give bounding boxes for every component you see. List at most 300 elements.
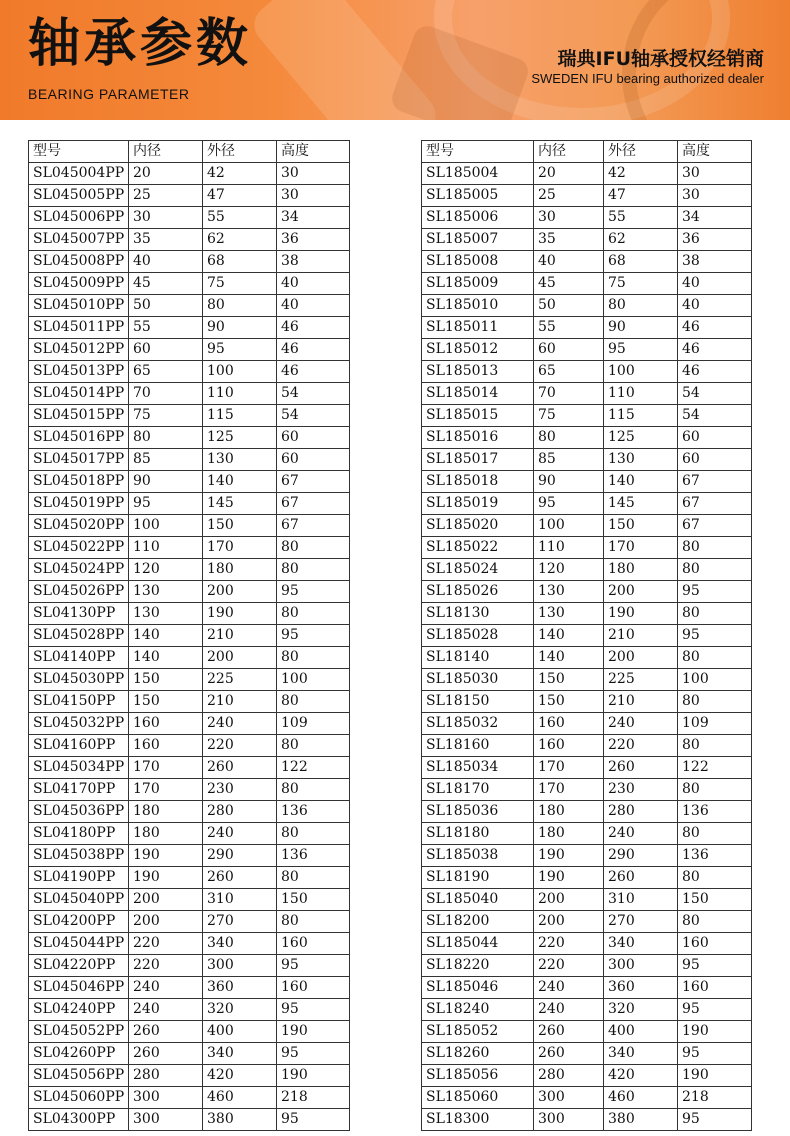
cell-inner-diameter: 50 <box>129 295 203 317</box>
cell-model: SL04260PP <box>29 1043 129 1065</box>
cell-height: 80 <box>678 911 752 933</box>
cell-model: SL045004PP <box>29 163 129 185</box>
cell-model: SL185032 <box>422 713 534 735</box>
cell-height: 46 <box>277 339 350 361</box>
table-row <box>29 1065 350 1087</box>
cell-inner-diameter: 170 <box>129 757 203 779</box>
cell-inner-diameter: 130 <box>129 581 203 603</box>
cell-model: SL045030PP <box>29 669 129 691</box>
cell-inner-diameter: 220 <box>129 955 203 977</box>
cell-height: 190 <box>277 1021 350 1043</box>
cell-inner-diameter: 95 <box>129 493 203 515</box>
table-row <box>422 361 752 383</box>
cell-model: SL185036 <box>422 801 534 823</box>
cell-outer-diameter: 200 <box>203 647 277 669</box>
cell-model: SL185013 <box>422 361 534 383</box>
cell-model: SL185028 <box>422 625 534 647</box>
cell-inner-diameter: 120 <box>129 559 203 581</box>
cell-height: 67 <box>277 515 350 537</box>
cell-model: SL185018 <box>422 471 534 493</box>
cell-model: SL045060PP <box>29 1087 129 1109</box>
table-row <box>29 713 350 735</box>
cell-outer-diameter: 47 <box>203 185 277 207</box>
cell-model: SL185038 <box>422 845 534 867</box>
cell-height: 100 <box>277 669 350 691</box>
cell-model: SL18190 <box>422 867 534 889</box>
cell-model: SL045010PP <box>29 295 129 317</box>
cell-inner-diameter: 240 <box>129 977 203 999</box>
cell-height: 190 <box>678 1065 752 1087</box>
table-row <box>29 757 350 779</box>
table-row <box>422 1065 752 1087</box>
cell-model: SL18220 <box>422 955 534 977</box>
cell-height: 46 <box>277 317 350 339</box>
cell-inner-diameter: 300 <box>534 1109 604 1131</box>
cell-inner-diameter: 50 <box>534 295 604 317</box>
cell-outer-diameter: 75 <box>604 273 678 295</box>
cell-model: SL045017PP <box>29 449 129 471</box>
cell-model: SL04240PP <box>29 999 129 1021</box>
cell-outer-diameter: 140 <box>203 471 277 493</box>
table-row <box>29 581 350 603</box>
cell-height: 38 <box>678 251 752 273</box>
cell-height: 80 <box>277 823 350 845</box>
table-header-row <box>422 141 752 163</box>
table-row <box>29 603 350 625</box>
cell-model: SL185017 <box>422 449 534 471</box>
cell-height: 54 <box>277 383 350 405</box>
dealer-title: 瑞典IFU轴承授权经销商 <box>557 48 764 70</box>
cell-height: 40 <box>678 295 752 317</box>
cell-outer-diameter: 62 <box>203 229 277 251</box>
header-inner-diameter: 内径 <box>129 141 203 163</box>
table-row <box>422 933 752 955</box>
dealer-subtitle: SWEDEN IFU bearing authorized dealer <box>531 71 764 86</box>
cell-model: SL04180PP <box>29 823 129 845</box>
cell-height: 80 <box>678 735 752 757</box>
cell-model: SL18180 <box>422 823 534 845</box>
table-row <box>422 977 752 999</box>
cell-inner-diameter: 75 <box>534 405 604 427</box>
cell-height: 36 <box>678 229 752 251</box>
cell-model: SL045019PP <box>29 493 129 515</box>
table-row <box>29 911 350 933</box>
cell-outer-diameter: 62 <box>604 229 678 251</box>
cell-height: 95 <box>678 1043 752 1065</box>
cell-height: 80 <box>277 559 350 581</box>
cell-outer-diameter: 320 <box>203 999 277 1021</box>
table-row <box>422 625 752 647</box>
table-row <box>29 317 350 339</box>
table-row <box>422 339 752 361</box>
table-row <box>422 955 752 977</box>
cell-model: SL18160 <box>422 735 534 757</box>
table-row <box>422 273 752 295</box>
table-row <box>29 251 350 273</box>
cell-outer-diameter: 260 <box>604 757 678 779</box>
cell-outer-diameter: 95 <box>203 339 277 361</box>
cell-model: SL045005PP <box>29 185 129 207</box>
table-row <box>29 405 350 427</box>
table-row <box>29 1043 350 1065</box>
cell-outer-diameter: 200 <box>604 647 678 669</box>
table-row <box>29 801 350 823</box>
cell-inner-diameter: 150 <box>129 691 203 713</box>
cell-height: 60 <box>277 427 350 449</box>
cell-inner-diameter: 20 <box>534 163 604 185</box>
cell-model: SL185011 <box>422 317 534 339</box>
cell-model: SL045006PP <box>29 207 129 229</box>
table-row <box>29 669 350 691</box>
table-row <box>29 867 350 889</box>
cell-inner-diameter: 60 <box>129 339 203 361</box>
cell-model: SL185044 <box>422 933 534 955</box>
cell-height: 30 <box>678 185 752 207</box>
cell-outer-diameter: 300 <box>604 955 678 977</box>
cell-outer-diameter: 460 <box>203 1087 277 1109</box>
cell-outer-diameter: 240 <box>203 823 277 845</box>
cell-outer-diameter: 300 <box>203 955 277 977</box>
cell-inner-diameter: 170 <box>534 757 604 779</box>
cell-outer-diameter: 110 <box>203 383 277 405</box>
table-row <box>29 427 350 449</box>
cell-outer-diameter: 380 <box>604 1109 678 1131</box>
table-row <box>29 691 350 713</box>
cell-inner-diameter: 240 <box>534 977 604 999</box>
cell-model: SL04220PP <box>29 955 129 977</box>
cell-model: SL185030 <box>422 669 534 691</box>
cell-model: SL045038PP <box>29 845 129 867</box>
cell-inner-diameter: 220 <box>129 933 203 955</box>
cell-inner-diameter: 200 <box>129 889 203 911</box>
cell-outer-diameter: 270 <box>203 911 277 933</box>
cell-outer-diameter: 260 <box>604 867 678 889</box>
cell-outer-diameter: 90 <box>203 317 277 339</box>
cell-model: SL04200PP <box>29 911 129 933</box>
cell-outer-diameter: 320 <box>604 999 678 1021</box>
table-row <box>29 845 350 867</box>
table-row <box>29 1109 350 1131</box>
cell-model: SL185022 <box>422 537 534 559</box>
header-banner <box>0 0 790 120</box>
cell-height: 80 <box>678 867 752 889</box>
table-row <box>29 493 350 515</box>
cell-outer-diameter: 420 <box>203 1065 277 1087</box>
cell-height: 46 <box>277 361 350 383</box>
cell-inner-diameter: 190 <box>129 867 203 889</box>
cell-inner-diameter: 85 <box>129 449 203 471</box>
cell-height: 67 <box>678 493 752 515</box>
table-row <box>29 625 350 647</box>
table-row <box>422 1021 752 1043</box>
cell-height: 95 <box>277 1043 350 1065</box>
cell-outer-diameter: 210 <box>203 625 277 647</box>
cell-model: SL045026PP <box>29 581 129 603</box>
cell-height: 95 <box>277 1109 350 1131</box>
cell-model: SL185006 <box>422 207 534 229</box>
cell-height: 109 <box>678 713 752 735</box>
cell-height: 160 <box>277 977 350 999</box>
cell-outer-diameter: 145 <box>604 493 678 515</box>
header-model: 型号 <box>422 141 534 163</box>
cell-height: 30 <box>277 163 350 185</box>
cell-model: SL045056PP <box>29 1065 129 1087</box>
cell-height: 80 <box>678 603 752 625</box>
cell-model: SL04150PP <box>29 691 129 713</box>
table-row <box>422 471 752 493</box>
header-outer-diameter: 外径 <box>604 141 678 163</box>
cell-height: 80 <box>678 559 752 581</box>
cell-inner-diameter: 45 <box>129 273 203 295</box>
table-row <box>29 735 350 757</box>
cell-inner-diameter: 300 <box>534 1087 604 1109</box>
cell-inner-diameter: 160 <box>129 735 203 757</box>
cell-height: 109 <box>277 713 350 735</box>
cell-model: SL185005 <box>422 185 534 207</box>
cell-inner-diameter: 180 <box>129 823 203 845</box>
cell-outer-diameter: 100 <box>604 361 678 383</box>
cell-outer-diameter: 145 <box>203 493 277 515</box>
cell-model: SL18240 <box>422 999 534 1021</box>
cell-model: SL04130PP <box>29 603 129 625</box>
table-row <box>422 405 752 427</box>
cell-inner-diameter: 55 <box>129 317 203 339</box>
cell-inner-diameter: 180 <box>534 823 604 845</box>
cell-outer-diameter: 68 <box>604 251 678 273</box>
cell-height: 60 <box>678 449 752 471</box>
cell-outer-diameter: 340 <box>604 933 678 955</box>
table-row <box>422 207 752 229</box>
cell-inner-diameter: 65 <box>534 361 604 383</box>
cell-inner-diameter: 140 <box>534 647 604 669</box>
cell-height: 218 <box>678 1087 752 1109</box>
cell-outer-diameter: 210 <box>604 691 678 713</box>
cell-height: 80 <box>277 911 350 933</box>
cell-model: SL18260 <box>422 1043 534 1065</box>
cell-model: SL045011PP <box>29 317 129 339</box>
header-model: 型号 <box>29 141 129 163</box>
cell-outer-diameter: 340 <box>203 933 277 955</box>
cell-outer-diameter: 225 <box>203 669 277 691</box>
cell-inner-diameter: 20 <box>129 163 203 185</box>
cell-inner-diameter: 70 <box>129 383 203 405</box>
cell-outer-diameter: 42 <box>203 163 277 185</box>
table-row <box>422 867 752 889</box>
cell-inner-diameter: 60 <box>534 339 604 361</box>
table-row <box>29 361 350 383</box>
cell-inner-diameter: 240 <box>129 999 203 1021</box>
cell-outer-diameter: 80 <box>604 295 678 317</box>
cell-height: 136 <box>678 801 752 823</box>
cell-model: SL185052 <box>422 1021 534 1043</box>
cell-inner-diameter: 160 <box>534 735 604 757</box>
cell-inner-diameter: 280 <box>129 1065 203 1087</box>
cell-model: SL18170 <box>422 779 534 801</box>
cell-inner-diameter: 260 <box>129 1043 203 1065</box>
cell-height: 150 <box>678 889 752 911</box>
cell-model: SL045020PP <box>29 515 129 537</box>
cell-height: 67 <box>678 515 752 537</box>
cell-inner-diameter: 30 <box>534 207 604 229</box>
cell-inner-diameter: 150 <box>129 669 203 691</box>
cell-model: SL04170PP <box>29 779 129 801</box>
cell-outer-diameter: 220 <box>203 735 277 757</box>
cell-outer-diameter: 170 <box>203 537 277 559</box>
table-row <box>29 229 350 251</box>
cell-height: 150 <box>277 889 350 911</box>
cell-outer-diameter: 200 <box>203 581 277 603</box>
cell-model: SL045034PP <box>29 757 129 779</box>
cell-height: 40 <box>277 295 350 317</box>
cell-outer-diameter: 260 <box>203 757 277 779</box>
cell-height: 80 <box>277 867 350 889</box>
cell-outer-diameter: 110 <box>604 383 678 405</box>
cell-model: SL18140 <box>422 647 534 669</box>
cell-height: 122 <box>277 757 350 779</box>
table-row <box>422 383 752 405</box>
cell-height: 80 <box>678 647 752 669</box>
table-row <box>422 1043 752 1065</box>
cell-inner-diameter: 260 <box>534 1021 604 1043</box>
cell-model: SL045052PP <box>29 1021 129 1043</box>
cell-outer-diameter: 180 <box>203 559 277 581</box>
table-row <box>422 823 752 845</box>
cell-model: SL185009 <box>422 273 534 295</box>
table-header-row <box>29 141 350 163</box>
header-height: 高度 <box>277 141 350 163</box>
cell-inner-diameter: 120 <box>534 559 604 581</box>
cell-outer-diameter: 150 <box>203 515 277 537</box>
cell-model: SL185046 <box>422 977 534 999</box>
table-row <box>422 493 752 515</box>
cell-height: 100 <box>678 669 752 691</box>
table-row <box>29 955 350 977</box>
cell-inner-diameter: 110 <box>534 537 604 559</box>
cell-inner-diameter: 25 <box>534 185 604 207</box>
cell-inner-diameter: 35 <box>129 229 203 251</box>
cell-height: 95 <box>277 999 350 1021</box>
cell-height: 95 <box>678 999 752 1021</box>
table-row <box>29 383 350 405</box>
cell-outer-diameter: 190 <box>203 603 277 625</box>
bearing-table-sl18 <box>421 140 752 1131</box>
cell-height: 80 <box>277 537 350 559</box>
cell-height: 136 <box>277 845 350 867</box>
table-row <box>29 999 350 1021</box>
cell-model: SL045018PP <box>29 471 129 493</box>
cell-model: SL045040PP <box>29 889 129 911</box>
table-row <box>29 537 350 559</box>
table-row <box>29 1021 350 1043</box>
cell-height: 160 <box>678 933 752 955</box>
cell-outer-diameter: 400 <box>604 1021 678 1043</box>
table-row <box>422 251 752 273</box>
cell-model: SL045008PP <box>29 251 129 273</box>
cell-model: SL045044PP <box>29 933 129 955</box>
cell-outer-diameter: 140 <box>604 471 678 493</box>
table-row <box>422 801 752 823</box>
cell-height: 38 <box>277 251 350 273</box>
cell-inner-diameter: 190 <box>129 845 203 867</box>
cell-height: 80 <box>678 537 752 559</box>
cell-model: SL185015 <box>422 405 534 427</box>
table-row <box>422 845 752 867</box>
cell-height: 80 <box>277 603 350 625</box>
table-row <box>422 559 752 581</box>
cell-height: 95 <box>678 1109 752 1131</box>
cell-height: 136 <box>678 845 752 867</box>
cell-height: 80 <box>678 779 752 801</box>
cell-model: SL04160PP <box>29 735 129 757</box>
cell-height: 80 <box>678 691 752 713</box>
table-row <box>422 1087 752 1109</box>
table-row <box>29 273 350 295</box>
table-row <box>422 691 752 713</box>
cell-height: 190 <box>277 1065 350 1087</box>
cell-outer-diameter: 55 <box>203 207 277 229</box>
table-row <box>422 999 752 1021</box>
cell-height: 95 <box>277 955 350 977</box>
cell-model: SL045022PP <box>29 537 129 559</box>
cell-outer-diameter: 360 <box>203 977 277 999</box>
table-row <box>29 339 350 361</box>
cell-inner-diameter: 180 <box>129 801 203 823</box>
cell-model: SL045009PP <box>29 273 129 295</box>
cell-inner-diameter: 260 <box>129 1021 203 1043</box>
cell-height: 54 <box>678 405 752 427</box>
cell-height: 36 <box>277 229 350 251</box>
cell-outer-diameter: 180 <box>604 559 678 581</box>
cell-inner-diameter: 45 <box>534 273 604 295</box>
cell-outer-diameter: 42 <box>604 163 678 185</box>
cell-height: 80 <box>678 823 752 845</box>
cell-height: 95 <box>678 625 752 647</box>
cell-outer-diameter: 360 <box>604 977 678 999</box>
cell-inner-diameter: 85 <box>534 449 604 471</box>
cell-height: 80 <box>277 779 350 801</box>
cell-outer-diameter: 380 <box>203 1109 277 1131</box>
cell-outer-diameter: 170 <box>604 537 678 559</box>
header-inner-diameter: 内径 <box>534 141 604 163</box>
cell-model: SL185040 <box>422 889 534 911</box>
cell-outer-diameter: 260 <box>203 867 277 889</box>
cell-outer-diameter: 280 <box>203 801 277 823</box>
cell-inner-diameter: 140 <box>129 625 203 647</box>
cell-height: 122 <box>678 757 752 779</box>
cell-height: 54 <box>678 383 752 405</box>
cell-inner-diameter: 160 <box>129 713 203 735</box>
cell-inner-diameter: 170 <box>129 779 203 801</box>
cell-inner-diameter: 260 <box>534 1043 604 1065</box>
cell-model: SL18300 <box>422 1109 534 1131</box>
cell-inner-diameter: 30 <box>129 207 203 229</box>
cell-height: 30 <box>678 163 752 185</box>
cell-inner-diameter: 200 <box>534 911 604 933</box>
cell-outer-diameter: 125 <box>203 427 277 449</box>
cell-inner-diameter: 190 <box>534 845 604 867</box>
cell-model: SL045016PP <box>29 427 129 449</box>
cell-height: 160 <box>277 933 350 955</box>
cell-height: 160 <box>678 977 752 999</box>
cell-height: 46 <box>678 339 752 361</box>
table-row <box>422 317 752 339</box>
cell-model: SL185034 <box>422 757 534 779</box>
cell-outer-diameter: 80 <box>203 295 277 317</box>
cell-outer-diameter: 210 <box>604 625 678 647</box>
page-subtitle: BEARING PARAMETER <box>28 86 190 102</box>
table-row <box>29 977 350 999</box>
table-row <box>29 449 350 471</box>
